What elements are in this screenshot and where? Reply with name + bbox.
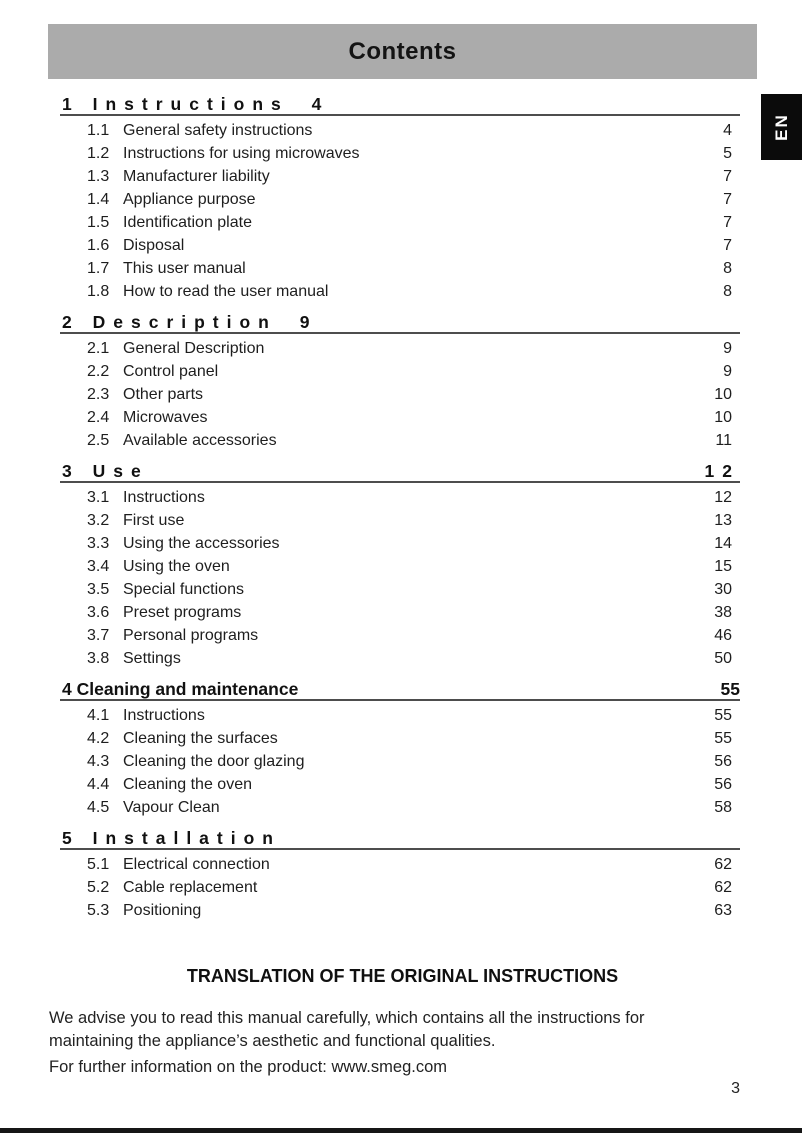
toc-item-title: Microwaves xyxy=(123,409,208,426)
advice-paragraph xyxy=(49,1007,709,1053)
toc-item-number: 3.8 xyxy=(87,650,110,667)
toc-item-number: 4.3 xyxy=(87,753,110,770)
toc-item xyxy=(60,704,740,727)
toc-item-page: 4 xyxy=(723,122,732,139)
section-heading-text xyxy=(62,677,298,701)
toc-item-title: Identification plate xyxy=(123,214,252,231)
toc-item-title: Settings xyxy=(123,650,181,667)
toc-item-title: Cleaning the surfaces xyxy=(123,730,278,747)
toc-item xyxy=(60,337,740,360)
toc-item-title: First use xyxy=(123,512,185,529)
toc-item-title: Appliance purpose xyxy=(123,191,256,208)
toc-item-number: 1.1 xyxy=(87,122,110,139)
toc-item-title: Available accessories xyxy=(123,432,277,449)
toc-item-page: 58 xyxy=(714,799,732,816)
toc-item xyxy=(60,555,740,578)
toc-item-title: Special functions xyxy=(123,581,244,598)
toc-item-number: 3.2 xyxy=(87,512,110,529)
toc-item xyxy=(60,188,740,211)
toc-item xyxy=(60,578,740,601)
section-heading-text xyxy=(62,92,329,116)
toc-item-title: Manufacturer liability xyxy=(123,168,270,185)
toc-item-number: 3.3 xyxy=(87,535,110,552)
toc-section-items xyxy=(60,483,740,670)
toc-item-page: 9 xyxy=(723,363,732,380)
toc-item-number: 5.2 xyxy=(87,879,110,896)
toc-item-page: 38 xyxy=(714,604,732,621)
toc-item-title: This user manual xyxy=(123,260,246,277)
toc-item-number: 2.3 xyxy=(87,386,110,403)
toc-section-heading xyxy=(60,310,740,334)
toc-item xyxy=(60,383,740,406)
toc-section-heading xyxy=(60,677,740,701)
toc-item-title: Using the oven xyxy=(123,558,230,575)
toc-item xyxy=(60,796,740,819)
toc-item-number: 2.1 xyxy=(87,340,110,357)
toc-item-number: 3.4 xyxy=(87,558,110,575)
toc-item xyxy=(60,750,740,773)
section-page: 9 xyxy=(299,312,318,332)
toc-item-title: Cable replacement xyxy=(123,879,258,896)
toc-item xyxy=(60,165,740,188)
toc-item-page: 63 xyxy=(714,902,732,919)
toc-item-title: Preset programs xyxy=(123,604,242,621)
toc-item-page: 55 xyxy=(714,707,732,724)
toc-section-installation xyxy=(60,826,740,922)
toc-item xyxy=(60,257,740,280)
language-tab xyxy=(761,94,802,160)
toc-item-page: 62 xyxy=(714,856,732,873)
toc-item-number: 5.3 xyxy=(87,902,110,919)
toc-item-number: 3.6 xyxy=(87,604,110,621)
section-page: 4 xyxy=(311,94,330,114)
toc-item-number: 2.4 xyxy=(87,409,110,426)
toc-item-title: Electrical connection xyxy=(123,856,270,873)
toc-item-title: How to read the user manual xyxy=(123,283,329,300)
toc-item-title: Cleaning the oven xyxy=(123,776,252,793)
toc-section-items xyxy=(60,334,740,452)
toc-section-cleaning xyxy=(60,677,740,819)
contents-header-bar xyxy=(48,24,757,79)
toc-item-number: 3.1 xyxy=(87,489,110,506)
toc-item-number: 5.1 xyxy=(87,856,110,873)
toc-item xyxy=(60,773,740,796)
toc-item-number: 4.1 xyxy=(87,707,110,724)
toc-item-number: 2.5 xyxy=(87,432,110,449)
toc-item-number: 4.5 xyxy=(87,799,110,816)
toc-item xyxy=(60,280,740,303)
section-number: 5 xyxy=(62,828,80,848)
toc-item-page: 14 xyxy=(714,535,732,552)
toc-item-page: 62 xyxy=(714,879,732,896)
toc-item-number: 4.2 xyxy=(87,730,110,747)
toc-item-page: 7 xyxy=(723,214,732,231)
toc-item xyxy=(60,853,740,876)
section-page: 12 xyxy=(704,461,740,481)
toc-item-number: 1.5 xyxy=(87,214,110,231)
toc-item xyxy=(60,899,740,922)
toc-item-page: 56 xyxy=(714,776,732,793)
toc-item-number: 1.4 xyxy=(87,191,110,208)
toc-item xyxy=(60,876,740,899)
toc-item xyxy=(60,234,740,257)
toc-item-number: 1.7 xyxy=(87,260,110,277)
toc-item xyxy=(60,429,740,452)
toc-item-page: 8 xyxy=(723,283,732,300)
toc-item xyxy=(60,406,740,429)
toc-item-title: General Description xyxy=(123,340,265,357)
toc-item-page: 7 xyxy=(723,191,732,208)
toc-section-heading xyxy=(60,92,740,116)
toc-item xyxy=(60,601,740,624)
toc-item-title: Instructions for using microwaves xyxy=(123,145,360,162)
toc-item xyxy=(60,727,740,750)
translation-heading: TRANSLATION OF THE ORIGINAL INSTRUCTIONS xyxy=(186,966,619,986)
section-title: Cleaning and maintenance xyxy=(76,679,299,699)
toc-item-page: 15 xyxy=(714,558,732,575)
toc-section-items xyxy=(60,701,740,819)
toc-item xyxy=(60,532,740,555)
toc-item-page: 12 xyxy=(714,489,732,506)
toc-item-page: 10 xyxy=(714,386,732,403)
page-title: Contents xyxy=(348,37,457,65)
toc-item-page: 8 xyxy=(723,260,732,277)
toc-item-page: 9 xyxy=(723,340,732,357)
toc-item xyxy=(60,119,740,142)
toc-item-page: 50 xyxy=(714,650,732,667)
toc-item-number: 3.5 xyxy=(87,581,110,598)
toc-section-items xyxy=(60,116,740,303)
section-number: 4 xyxy=(62,679,72,699)
toc-item-page: 30 xyxy=(714,581,732,598)
toc-item-page: 46 xyxy=(714,627,732,644)
toc-item-number: 1.3 xyxy=(87,168,110,185)
product-info-line: For further information on the product: www.smeg.com xyxy=(49,1058,447,1076)
toc-item-page: 7 xyxy=(723,237,732,254)
toc-item-title: Disposal xyxy=(123,237,185,254)
toc-item xyxy=(60,624,740,647)
language-tab-label: EN xyxy=(771,113,791,141)
toc-item-number: 3.7 xyxy=(87,627,110,644)
bottom-rule xyxy=(0,1128,802,1133)
section-title: Use xyxy=(92,461,149,481)
section-heading-text xyxy=(62,826,281,850)
section-page: 55 xyxy=(720,679,740,699)
section-number: 1 xyxy=(62,94,80,114)
toc-item-number: 1.2 xyxy=(87,145,110,162)
toc-section-heading xyxy=(60,459,740,483)
toc-item-page: 56 xyxy=(714,753,732,770)
toc-item-page: 10 xyxy=(714,409,732,426)
toc-item-page: 11 xyxy=(715,432,732,449)
toc-item-title: Control panel xyxy=(123,363,219,380)
toc-item xyxy=(60,509,740,532)
toc-item-title: Using the accessories xyxy=(123,535,280,552)
toc-section-description xyxy=(60,310,740,452)
toc-item-number: 2.2 xyxy=(87,363,110,380)
advice-paragraph-line1: We advise you to read this manual carefully, which contains all the instructions for xyxy=(49,1009,645,1027)
toc-item-page: 55 xyxy=(714,730,732,747)
section-number: 3 xyxy=(62,461,80,481)
toc-item-page: 5 xyxy=(723,145,732,162)
toc-section-heading xyxy=(60,826,740,850)
toc-section-items xyxy=(60,850,740,922)
toc-item xyxy=(60,360,740,383)
section-heading-text xyxy=(62,459,149,483)
toc-item-page: 13 xyxy=(714,512,732,529)
table-of-contents xyxy=(60,92,740,929)
toc-item-number: 1.8 xyxy=(87,283,110,300)
toc-item-title: General safety instructions xyxy=(123,122,313,139)
section-number: 2 xyxy=(62,312,80,332)
toc-item xyxy=(60,647,740,670)
toc-section-use xyxy=(60,459,740,670)
toc-item-title: Other parts xyxy=(123,386,204,403)
toc-section-instructions xyxy=(60,92,740,303)
section-heading-text xyxy=(62,310,318,334)
toc-item xyxy=(60,211,740,234)
toc-item-title: Positioning xyxy=(123,902,202,919)
toc-item-number: 4.4 xyxy=(87,776,110,793)
toc-item-title: Personal programs xyxy=(123,627,259,644)
page-number: 3 xyxy=(731,1080,740,1097)
toc-item xyxy=(60,486,740,509)
toc-item xyxy=(60,142,740,165)
section-title: Instructions xyxy=(92,94,289,114)
advice-paragraph-line2: maintaining the appliance’s aesthetic and functional qualities. xyxy=(49,1032,496,1050)
toc-item-page: 7 xyxy=(723,168,732,185)
toc-item-title: Cleaning the door glazing xyxy=(123,753,305,770)
section-title: Description xyxy=(92,312,277,332)
toc-item-title: Vapour Clean xyxy=(123,799,220,816)
toc-item-number: 1.6 xyxy=(87,237,110,254)
toc-item-title: Instructions xyxy=(123,489,205,506)
toc-item-title: Instructions xyxy=(123,707,205,724)
section-title: Installation xyxy=(92,828,281,848)
